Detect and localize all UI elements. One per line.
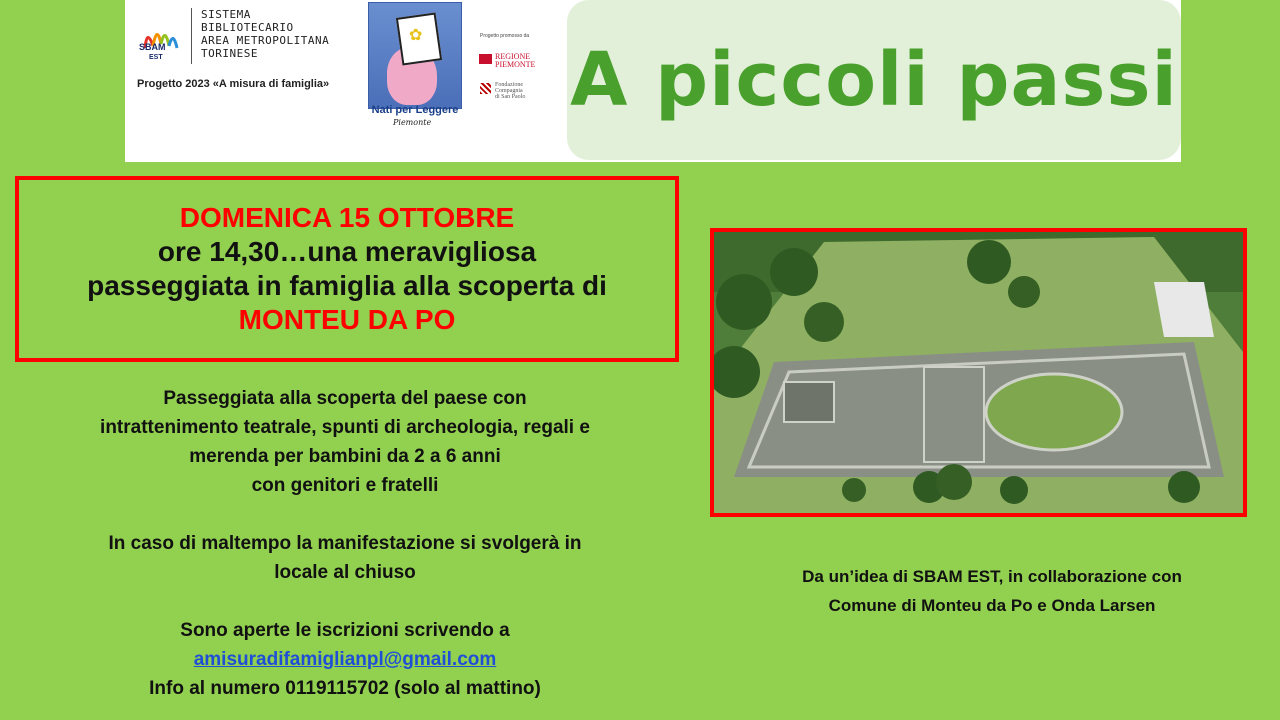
archaeological-site-photo xyxy=(710,228,1247,517)
spacer xyxy=(15,500,675,529)
event-box xyxy=(15,176,679,362)
event-place: MONTEU DA PO xyxy=(238,304,456,335)
npl-label: Nati per Leggere xyxy=(371,104,459,116)
event-date: DOMENICA 15 OTTOBRE xyxy=(179,202,515,233)
weather-note: locale al chiuso xyxy=(274,562,416,583)
event-description-line: passeggiata in famiglia alla scoperta di xyxy=(87,270,607,301)
flower-icon: ✿ xyxy=(409,27,423,44)
npl-signature: Piemonte xyxy=(393,118,432,127)
sbam-sub-label: EST xyxy=(149,54,163,61)
compagnia-san-paolo-icon xyxy=(480,83,491,94)
credit-line: Comune di Monteu da Po e Onda Larsen xyxy=(828,596,1156,615)
regione-piemonte-logo: REGIONE PIEMONTE xyxy=(495,52,536,69)
signup-note: Sono aperte le iscrizioni scrivendo a xyxy=(180,620,510,641)
detail-line: con genitori e fratelli xyxy=(251,475,439,496)
detail-line: Passeggiata alla scoperta del paese con xyxy=(163,388,527,409)
compagnia-san-paolo-logo: Fondazione Compagnia di San Paolo xyxy=(495,82,526,100)
sbam-label: SBAM xyxy=(139,42,166,52)
page-title: A piccoli passi xyxy=(570,37,1178,123)
regione-piemonte-icon xyxy=(479,54,492,64)
email-row xyxy=(15,645,675,674)
credit-line: Da un’idea di SBAM EST, in collaborazione con xyxy=(802,567,1182,586)
nati-per-leggere-logo xyxy=(368,2,462,109)
logo-divider xyxy=(191,8,192,64)
promosso-label: Progetto promosso da xyxy=(480,33,530,39)
spacer xyxy=(15,587,675,616)
title-box xyxy=(567,0,1181,160)
detail-line: merenda per bambini da 2 a 6 anni xyxy=(189,446,501,467)
weather-note: In caso di maltempo la manifestazione si svolgerà in xyxy=(108,533,582,554)
email-link[interactable]: amisuradifamiglianpl@gmail.com xyxy=(193,649,497,670)
credit-note xyxy=(712,562,1272,620)
event-time-line: ore 14,30…una meravigliosa xyxy=(157,236,537,267)
event-details xyxy=(15,384,675,703)
header-banner xyxy=(125,0,1181,162)
progetto-label: Progetto 2023 «A misura di famiglia» xyxy=(137,78,330,90)
info-phone: Info al numero 0119115702 (solo al mattino) xyxy=(149,678,541,699)
detail-line: intrattenimento teatrale, spunti di archeologia, regali e xyxy=(100,417,590,438)
sistema-bibliotecario-text: SISTEMA BIBLIOTECARIO AREA METROPOLITANA TORINESE xyxy=(201,8,330,60)
